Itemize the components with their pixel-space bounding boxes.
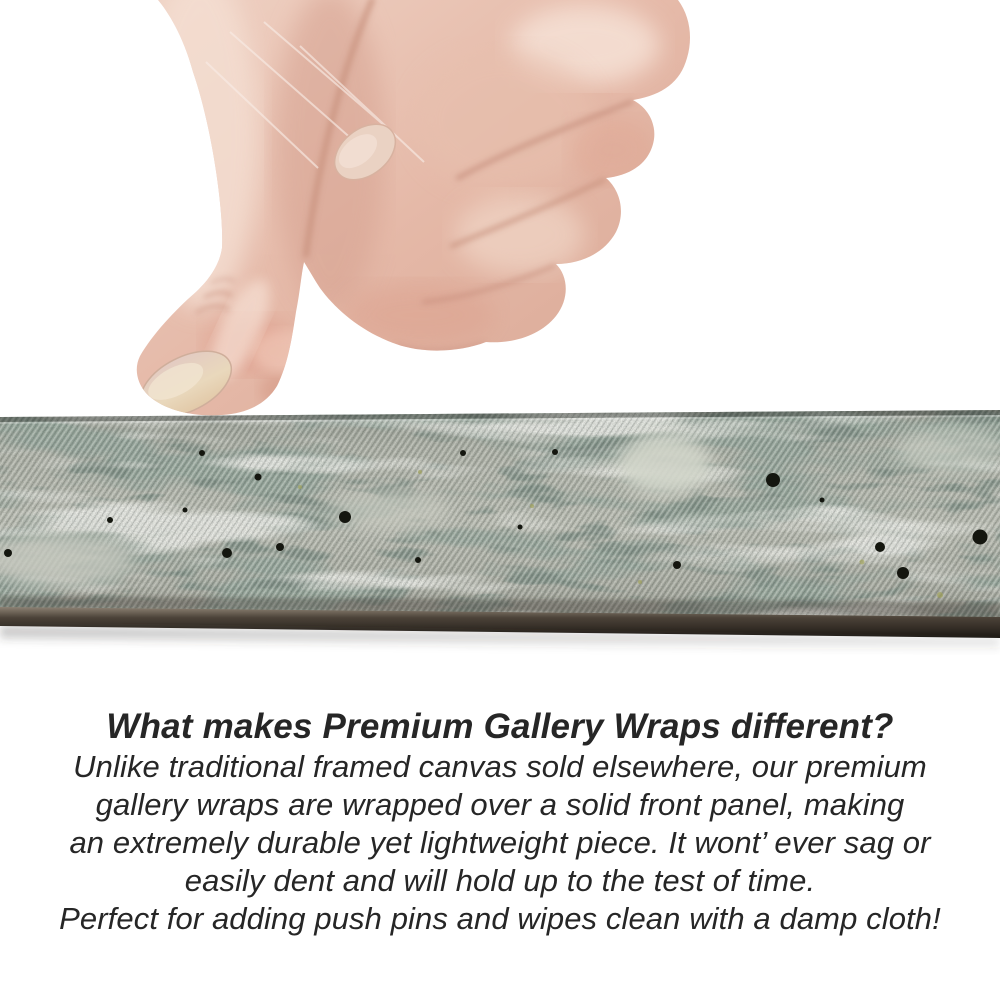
caption-line: an extremely durable yet lightweight piece. It wont’ ever sag or <box>69 825 931 860</box>
caption-line: easily dent and will hold up to the test of time. <box>184 863 816 898</box>
hand-shading <box>140 0 660 410</box>
index-fingernail <box>324 113 406 191</box>
finger-creases <box>197 0 631 350</box>
caption-line: gallery wraps are wrapped over a solid front panel, making <box>95 787 905 822</box>
caption-heading: What makes Premium Gallery Wraps different? <box>106 707 894 746</box>
caption-line: Perfect for adding push pins and wipes clean with a damp cloth! <box>59 901 941 936</box>
thumb-pad-highlight <box>252 330 320 374</box>
caption-block <box>0 706 1000 938</box>
canvas-face <box>0 410 1000 620</box>
palm-scratches <box>206 22 424 168</box>
hand-illustration <box>130 0 690 430</box>
caption-line: Unlike traditional framed canvas sold elsewhere, our premium <box>73 749 927 784</box>
canvas-strip-illustration <box>0 410 1000 660</box>
hand-silhouette <box>137 0 690 415</box>
canvas-strip-photo <box>0 410 1000 660</box>
